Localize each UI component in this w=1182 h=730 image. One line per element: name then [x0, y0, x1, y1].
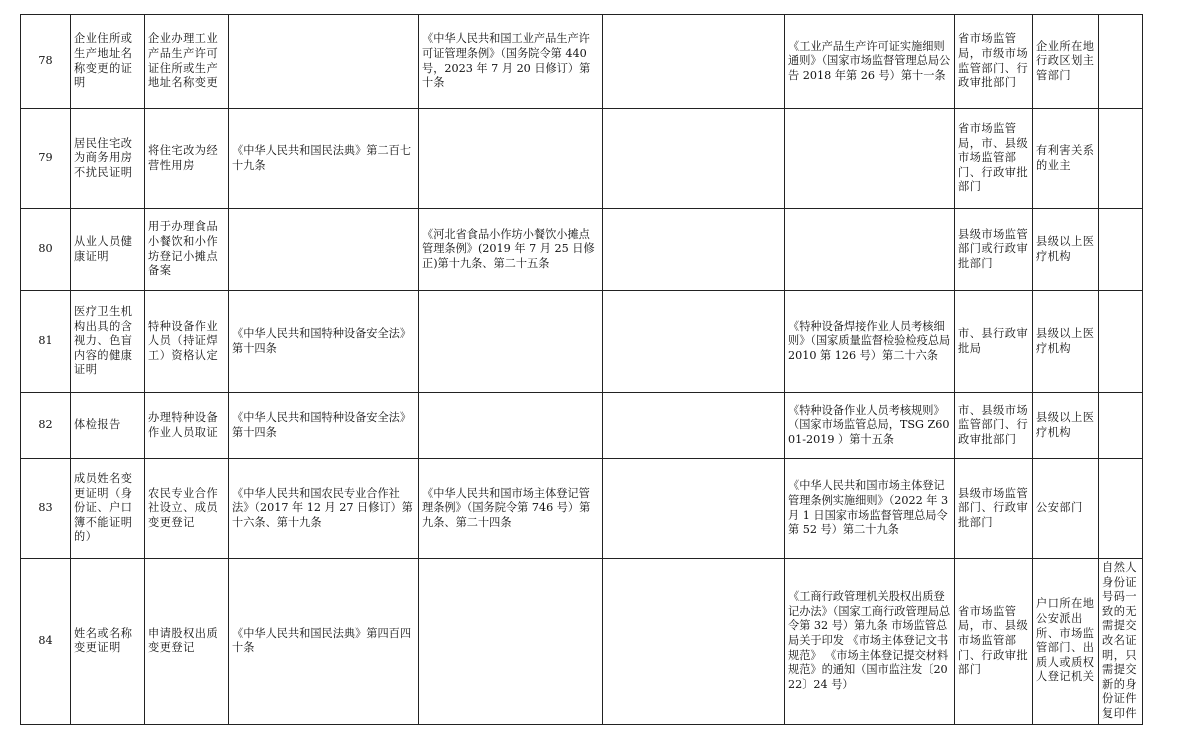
usage: 办理特种设备作业人员取证	[145, 393, 229, 459]
rule-basis	[785, 109, 955, 209]
law-basis: 《中华人民共和国特种设备安全法》第十四条	[229, 393, 419, 459]
handling-department: 县级市场监管部门、行政审批部门	[955, 459, 1033, 559]
certificate-name: 医疗卫生机构出具的含视力、色盲内容的健康证明	[71, 291, 145, 393]
regulation-basis	[419, 291, 603, 393]
rule-basis: 《工业产品生产许可证实施细则通则》（国家市场监督管理总局公告 2018 年第 26 号）第十一条	[785, 15, 955, 109]
certificate-name: 企业住所或生产地址名称变更的证明	[71, 15, 145, 109]
regulation-basis: 《中华人民共和国市场主体登记管理条例》（国务院令第 746 号）第九条、第二十四条	[419, 459, 603, 559]
handling-department: 市、县行政审批局	[955, 291, 1033, 393]
remarks	[1099, 209, 1143, 291]
table-row	[21, 209, 1143, 291]
law-basis: 《中华人民共和国民法典》第四百四十条	[229, 559, 419, 725]
handling-department: 省市场监管局，市级市场监管部门、行政审批部门	[955, 15, 1033, 109]
table-row	[21, 559, 1143, 725]
certificate-name: 体检报告	[71, 393, 145, 459]
row-number: 82	[21, 393, 71, 459]
rule-basis: 《中华人民共和国市场主体登记管理条例实施细则》（2022 年 3 月 1 日国家市场监督管理总局令第 52 号）第二十九条	[785, 459, 955, 559]
certificate-name: 居民住宅改为商务用房不扰民证明	[71, 109, 145, 209]
remarks: 自然人身份证号码一致的无需提交改名证明，只需提交新的身份证件复印件	[1099, 559, 1143, 725]
handling-department: 县级市场监管部门或行政审批部门	[955, 209, 1033, 291]
local-regulation-basis	[603, 459, 785, 559]
remarks	[1099, 459, 1143, 559]
local-regulation-basis	[603, 15, 785, 109]
usage: 申请股权出质变更登记	[145, 559, 229, 725]
table-row	[21, 15, 1143, 109]
row-number: 81	[21, 291, 71, 393]
law-basis: 《中华人民共和国农民专业合作社法》（2017 年 12 月 27 日修订）第十六条、第十九条	[229, 459, 419, 559]
table-row	[21, 291, 1143, 393]
certificate-name: 成员姓名变更证明（身份证、户口簿不能证明的）	[71, 459, 145, 559]
usage: 特种设备作业人员（持证焊工）资格认定	[145, 291, 229, 393]
table-row	[21, 393, 1143, 459]
local-regulation-basis	[603, 209, 785, 291]
issuing-unit: 公安部门	[1033, 459, 1099, 559]
rule-basis: 《工商行政管理机关股权出质登记办法》（国家工商行政管理局总令第 32 号）第九条 市场监管总局关于印发 《市场主体登记文书规范》 《市场主体登记提交材料规范》的通知（国市监注发〔2022〕24 号）	[785, 559, 955, 725]
table-row	[21, 109, 1143, 209]
issuing-unit: 户口所在地公安派出所、市场监管部门、出质人或质权人登记机关	[1033, 559, 1099, 725]
usage: 用于办理食品小餐饮和小作坊登记小摊点备案	[145, 209, 229, 291]
remarks	[1099, 291, 1143, 393]
certificate-name: 姓名或名称变更证明	[71, 559, 145, 725]
table-row	[21, 459, 1143, 559]
regulation-basis	[419, 393, 603, 459]
usage: 企业办理工业产品生产许可证住所或生产地址名称变更	[145, 15, 229, 109]
row-number: 83	[21, 459, 71, 559]
certificate-name: 从业人员健康证明	[71, 209, 145, 291]
local-regulation-basis	[603, 393, 785, 459]
local-regulation-basis	[603, 291, 785, 393]
row-number: 84	[21, 559, 71, 725]
law-basis: 《中华人民共和国民法典》第二百七十九条	[229, 109, 419, 209]
regulation-basis	[419, 559, 603, 725]
regulation-basis	[419, 109, 603, 209]
regulation-basis: 《河北省食品小作坊小餐饮小摊点管理条例》(2019 年 7 月 25 日修正)第十九条、第二十五条	[419, 209, 603, 291]
handling-department: 省市场监管局，市、县级市场监管部门、行政审批部门	[955, 559, 1033, 725]
usage: 将住宅改为经营性用房	[145, 109, 229, 209]
regulation-basis: 《中华人民共和国工业产品生产许可证管理条例》（国务院令第 440 号，2023 年 7 月 20 日修订）第十条	[419, 15, 603, 109]
remarks	[1099, 15, 1143, 109]
remarks	[1099, 109, 1143, 209]
law-basis	[229, 15, 419, 109]
row-number: 79	[21, 109, 71, 209]
usage: 农民专业合作社设立、成员变更登记	[145, 459, 229, 559]
local-regulation-basis	[603, 559, 785, 725]
row-number: 80	[21, 209, 71, 291]
row-number: 78	[21, 15, 71, 109]
matters-table	[20, 14, 1143, 725]
issuing-unit: 有利害关系的业主	[1033, 109, 1099, 209]
handling-department: 省市场监管局，市、县级市场监管部门、行政审批部门	[955, 109, 1033, 209]
law-basis: 《中华人民共和国特种设备安全法》第十四条	[229, 291, 419, 393]
law-basis	[229, 209, 419, 291]
issuing-unit: 县级以上医疗机构	[1033, 209, 1099, 291]
rule-basis: 《特种设备作业人员考核规则》（国家市场监管总局，TSG Z6001-2019 ）第十五条	[785, 393, 955, 459]
issuing-unit: 县级以上医疗机构	[1033, 393, 1099, 459]
rule-basis: 《特种设备焊接作业人员考核细则》（国家质量监督检验检疫总局 2010 第 126 号）第二十六条	[785, 291, 955, 393]
remarks	[1099, 393, 1143, 459]
issuing-unit: 企业所在地行政区划主管部门	[1033, 15, 1099, 109]
issuing-unit: 县级以上医疗机构	[1033, 291, 1099, 393]
handling-department: 市、县级市场监管部门、行政审批部门	[955, 393, 1033, 459]
rule-basis	[785, 209, 955, 291]
local-regulation-basis	[603, 109, 785, 209]
